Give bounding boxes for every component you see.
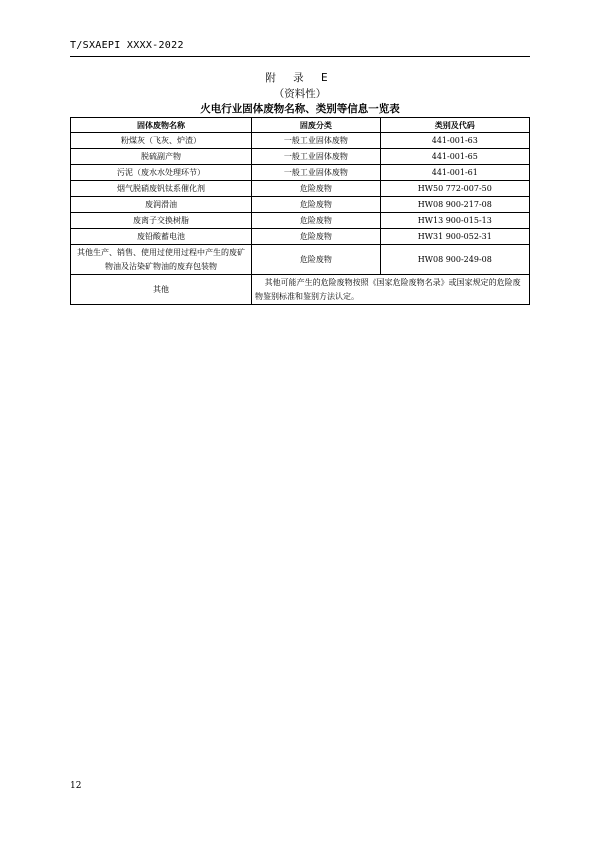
waste-name-cell: 其他 [71, 275, 252, 305]
waste-name-cell: 废铅酸蓄电池 [71, 229, 252, 245]
category-code-cell: 441-001-61 [380, 165, 529, 181]
table-row [71, 181, 530, 197]
waste-name-cell: 烟气脱硝废钒钛系催化剂 [71, 181, 252, 197]
waste-category-cell: 一般工业固体废物 [252, 165, 381, 181]
page-number: 12 [70, 781, 82, 791]
document-code: T/SXAEPI XXXX-2022 [70, 40, 184, 51]
table-title: 火电行业固体废物名称、类别等信息一览表 [200, 103, 400, 115]
table-row [71, 245, 530, 275]
waste-category-cell: 危险废物 [252, 245, 381, 275]
table-row [71, 165, 530, 181]
header-category-code: 类别及代码 [380, 118, 529, 133]
waste-name-cell: 废润滑油 [71, 197, 252, 213]
table-row-other [71, 275, 530, 305]
category-code-cell: HW08 900-249-08 [380, 245, 529, 275]
waste-name-cell: 污泥（废水水处理环节） [71, 165, 252, 181]
waste-name-cell: 粉煤灰（飞灰、炉渣） [71, 133, 252, 149]
waste-name-cell: 脱硫副产物 [71, 149, 252, 165]
waste-category-cell: 危险废物 [252, 229, 381, 245]
waste-name-cell: 其他生产、销售、使用过使用过程中产生的废矿物油及沾染矿物油的废弃包装物 [71, 245, 252, 275]
table-row [71, 197, 530, 213]
category-code-cell: 441-001-63 [380, 133, 529, 149]
waste-category-cell: 危险废物 [252, 181, 381, 197]
table-header-row [71, 118, 530, 133]
category-code-cell: HW50 772-007-50 [380, 181, 529, 197]
table-row [71, 213, 530, 229]
header-waste-category: 固废分类 [252, 118, 381, 133]
table-row [71, 133, 530, 149]
table-row [71, 149, 530, 165]
waste-category-cell: 危险废物 [252, 197, 381, 213]
waste-category-cell: 一般工业固体废物 [252, 133, 381, 149]
waste-category-cell: 一般工业固体废物 [252, 149, 381, 165]
header-divider [70, 56, 530, 57]
category-code-cell: HW31 900-052-31 [380, 229, 529, 245]
solid-waste-table [70, 117, 530, 305]
category-code-cell: HW13 900-015-13 [380, 213, 529, 229]
waste-category-cell: 危险废物 [252, 213, 381, 229]
other-waste-note: 其他可能产生的危险废物按照《国家危险废物名录》或国家规定的危险废物鉴别标准和鉴别方法认定。 [252, 275, 530, 305]
appendix-subtitle: （资料性） [273, 88, 327, 100]
header-waste-name: 固体废物名称 [71, 118, 252, 133]
category-code-cell: 441-001-65 [380, 149, 529, 165]
waste-name-cell: 废离子交换树脂 [71, 213, 252, 229]
appendix-title: 附 录 E [265, 72, 335, 84]
table-row [71, 229, 530, 245]
category-code-cell: HW08 900-217-08 [380, 197, 529, 213]
